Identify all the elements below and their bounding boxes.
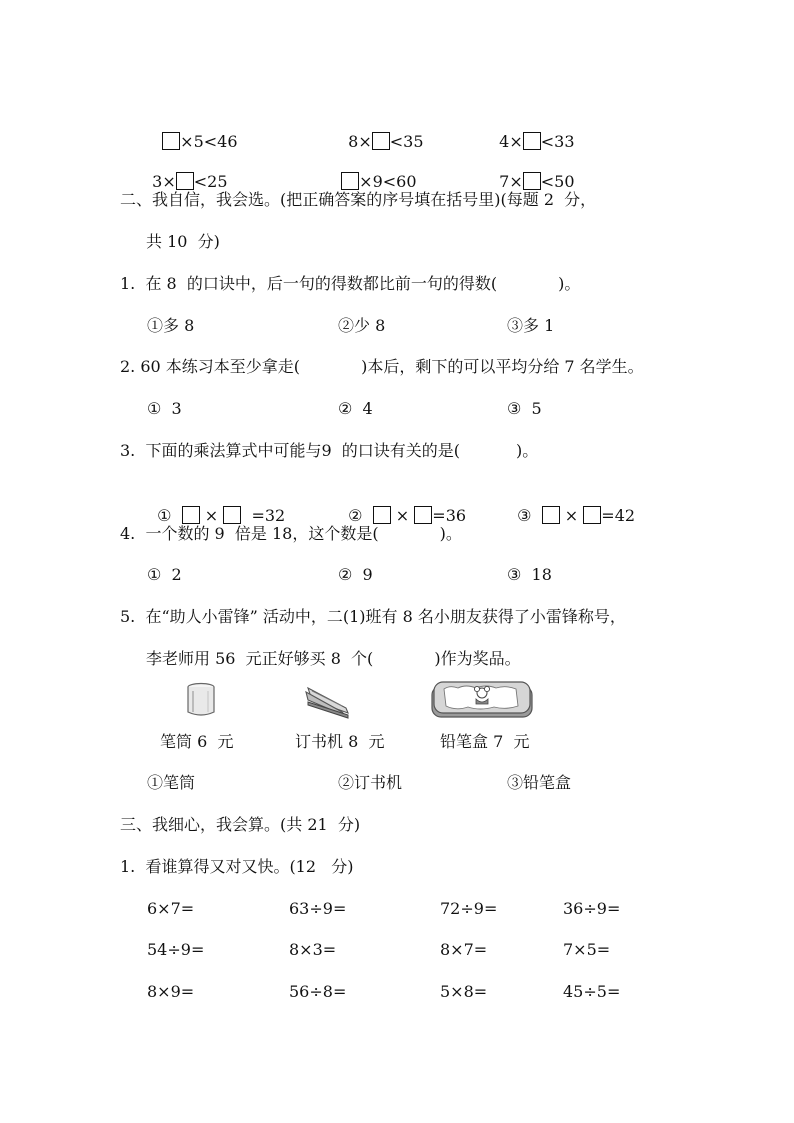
answer-box[interactable]: [523, 172, 541, 190]
q5-option-3[interactable]: ③铅笔盒: [507, 773, 572, 792]
calc-problem[interactable]: 8×9=: [147, 982, 195, 1001]
calc-problem[interactable]: 72÷9=: [440, 899, 498, 918]
q5-option-2[interactable]: ②订书机: [338, 773, 403, 792]
calc-problem[interactable]: 6×7=: [147, 899, 195, 918]
q4-option-2[interactable]: ② 9: [338, 565, 373, 584]
question-5-cont: 李老师用 56 元正好够买 8 个( )作为奖品。: [146, 649, 521, 668]
q2-option-2[interactable]: ② 4: [338, 399, 373, 418]
answer-box[interactable]: [182, 506, 200, 524]
answer-box[interactable]: [542, 506, 560, 524]
inequality-4: 3× <25: [152, 172, 228, 191]
answer-box[interactable]: [373, 506, 391, 524]
q3-option-2[interactable]: ② × =36: [348, 506, 467, 525]
q4-option-3[interactable]: ③ 18: [507, 565, 552, 584]
question-2: 2. 60 本练习本至少拿走( )本后，剩下的可以平均分给 7 名学生。: [120, 357, 644, 376]
item-pencil-case-label: 铅笔盒 7 元: [440, 732, 530, 751]
question-3: 3. 下面的乘法算式中可能与9 的口诀有关的是( )。: [120, 441, 539, 460]
section3-heading: 三、我细心，我会算。(共 21 分): [120, 815, 361, 834]
answer-box[interactable]: [223, 506, 241, 524]
item-pen-holder-label: 笔筒 6 元: [160, 732, 234, 751]
q2-option-3[interactable]: ③ 5: [507, 399, 542, 418]
inequality-5: ×9<60: [331, 152, 417, 192]
inequality-1: ×5<46: [152, 112, 238, 152]
q1-option-2[interactable]: ②少 8: [338, 316, 386, 335]
item-stapler-label: 订书机 8 元: [295, 732, 385, 751]
calc-problem[interactable]: 56÷8=: [289, 982, 347, 1001]
answer-box[interactable]: [414, 506, 432, 524]
q1-option-3[interactable]: ③多 1: [507, 316, 555, 335]
q4-option-1[interactable]: ① 2: [147, 565, 182, 584]
calc-problem[interactable]: 7×5=: [563, 940, 611, 959]
inequality-6: 7× <50: [499, 172, 575, 191]
section3-question-1: 1. 看谁算得又对又快。(12 分): [120, 857, 354, 876]
inequality-2: 8× <35: [348, 132, 424, 151]
calc-problem[interactable]: 5×8=: [440, 982, 488, 1001]
pen-holder-icon: [184, 682, 218, 718]
stapler-icon: [302, 682, 354, 720]
inequality-3: 4× <33: [499, 132, 575, 151]
pencil-case-icon: [430, 680, 534, 720]
section2-heading-cont: 共 10 分): [146, 232, 220, 251]
answer-box[interactable]: [176, 172, 194, 190]
answer-box[interactable]: [162, 132, 180, 150]
answer-box[interactable]: [523, 132, 541, 150]
answer-box[interactable]: [372, 132, 390, 150]
q2-option-1[interactable]: ① 3: [147, 399, 182, 418]
section2-heading: 二、我自信，我会选。(把正确答案的序号填在括号里)(每题 2 分，: [120, 190, 597, 209]
q1-option-1[interactable]: ①多 8: [147, 316, 195, 335]
q3-option-1[interactable]: ① × =32: [157, 506, 286, 525]
calc-problem[interactable]: 63÷9=: [289, 899, 347, 918]
calc-problem[interactable]: 8×7=: [440, 940, 488, 959]
answer-box[interactable]: [583, 506, 601, 524]
question-4: 4. 一个数的 9 倍是 18，这个数是( )。: [120, 524, 462, 543]
question-5: 5. 在“助人小雷锋” 活动中，二(1)班有 8 名小朋友获得了小雷锋称号，: [120, 607, 626, 626]
calc-problem[interactable]: 8×3=: [289, 940, 337, 959]
calc-problem[interactable]: 54÷9=: [147, 940, 205, 959]
question-1: 1. 在 8 的口诀中，后一句的得数都比前一句的得数( )。: [120, 274, 581, 293]
q5-option-1[interactable]: ①笔筒: [147, 773, 196, 792]
calc-problem[interactable]: 36÷9=: [563, 899, 621, 918]
answer-box[interactable]: [341, 172, 359, 190]
q3-option-3[interactable]: ③ × =42: [517, 506, 636, 525]
calc-problem[interactable]: 45÷5=: [563, 982, 621, 1001]
